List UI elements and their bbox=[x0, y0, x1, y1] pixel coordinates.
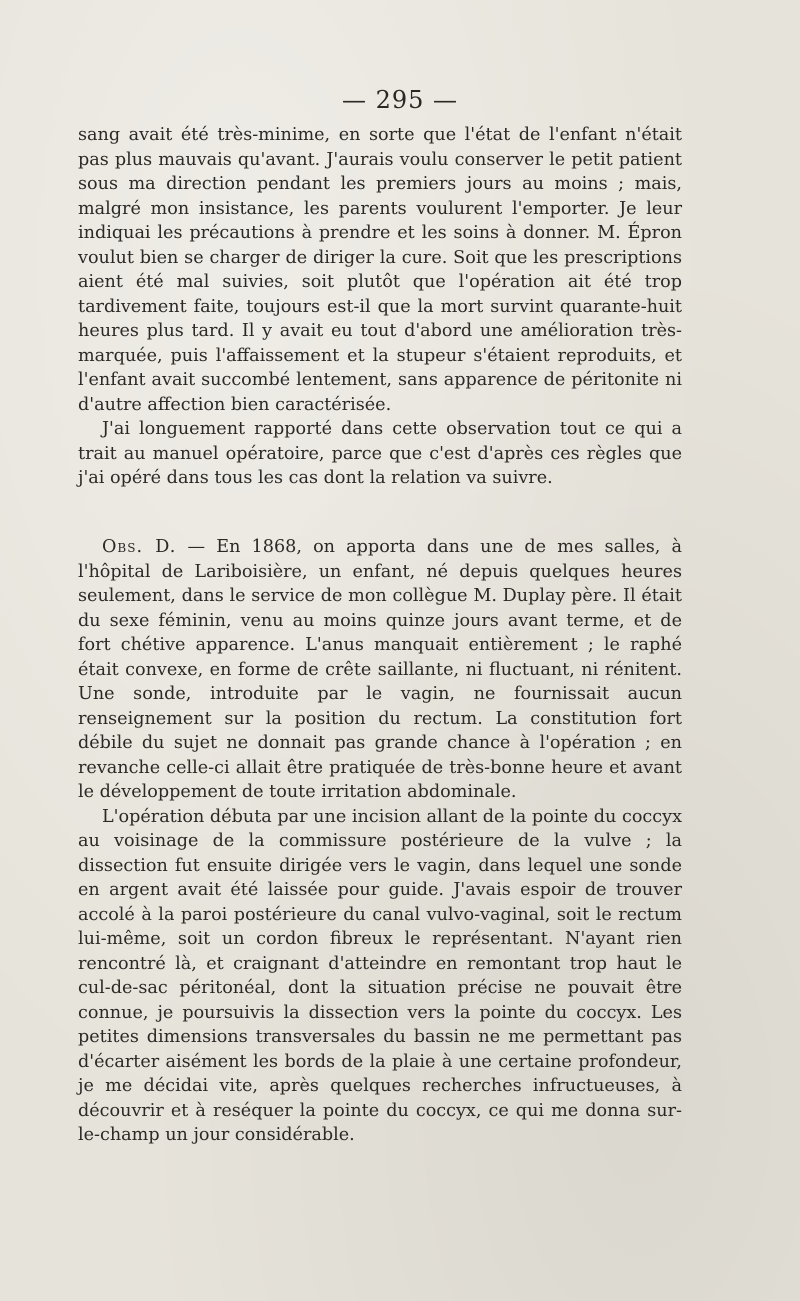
text-block-top bbox=[78, 123, 682, 491]
observation-paragraph-1-text: — En 1868, on apporta dans une de mes salles, à l'hôpital de Lariboisière, un enfant, né depuis quelques heures seulement, dans le service de mon collègue M. Duplay père. Il était du sexe féminin, venu au moins quinze jours avant terme, et de fort chétive apparence. L'anus manquait entièrement ; le raphé était convexe, en forme de crête saillante, ni fluctuant, ni rénitent. Une sonde, introduite par le vagin, ne fournissait aucun renseignement sur la position du rectum. La constitution fort débile du sujet ne donnait pas grande chance à l'opération ; en revanche celle-ci allait être pratiquée de très-bonne heure et avant le développement de toute irritation abdominale. bbox=[78, 537, 682, 802]
observation-paragraph-2: L'opération débuta par une incision allant de la pointe du coccyx au voisinage de la commissure postérieure de la vulve ; la dissection fut ensuite dirigée vers le vagin, dans lequel une sonde en argent avait été laissée pour guide. J'avais espoir de trouver accolé à la paroi postérieure du canal vulvo-vaginal, soit le rectum lui-même, soit un cordon fibreux le représentant. N'ayant rien rencontré là, et craignant d'atteindre en remontant trop haut le cul-de-sac péritonéal, dont la situation précise ne pouvait être connue, je poursuivis la dissection vers la pointe du coccyx. Les petites dimensions transversales du bassin ne me permettant pas d'écarter aisément les bords de la plaie à une certaine profondeur, je me décidai vite, après quelques recherches infructueuses, à découvrir et à reséquer la pointe du coccyx, ce qui me donna sur-le-champ un jour considérable. bbox=[78, 806, 682, 1145]
paragraph-summary: J'ai longuement rapporté dans cette observation tout ce qui a trait au manuel opératoire, parce que c'est d'après ces règles que j'ai opéré dans tous les cas dont la relation va suivre. bbox=[78, 419, 682, 488]
paragraph-continuation: sang avait été très-minime, en sorte que l'état de l'enfant n'était pas plus mauvais qu'avant. J'aurais voulu conserver le petit patient sous ma direction pendant les premiers jours au moins ; mais, malgré mon insistance, les parents voulurent l'emporter. Je leur indiquai les précautions à prendre et les soins à donner. M. Épron voulut bien se charger de diriger la cure. Soit que les prescriptions aient été mal suivies, soit plutôt que l'opération ait été trop tardivement faite, toujours est-il que la mort survint quarante-huit heures plus tard. Il y avait eu tout d'abord une amélioration très-marquée, puis l'affaissement et la stupeur s'étaient reproduits, et l'enfant avait succombé lentement, sans apparence de péritonite ni d'autre affection bien caractérisée. bbox=[78, 125, 682, 415]
page-number: — 295 — bbox=[341, 86, 459, 114]
observation-label: Obs. D. bbox=[102, 537, 177, 557]
observation-block bbox=[78, 535, 682, 1148]
observation-paragraph-1 bbox=[78, 535, 682, 805]
